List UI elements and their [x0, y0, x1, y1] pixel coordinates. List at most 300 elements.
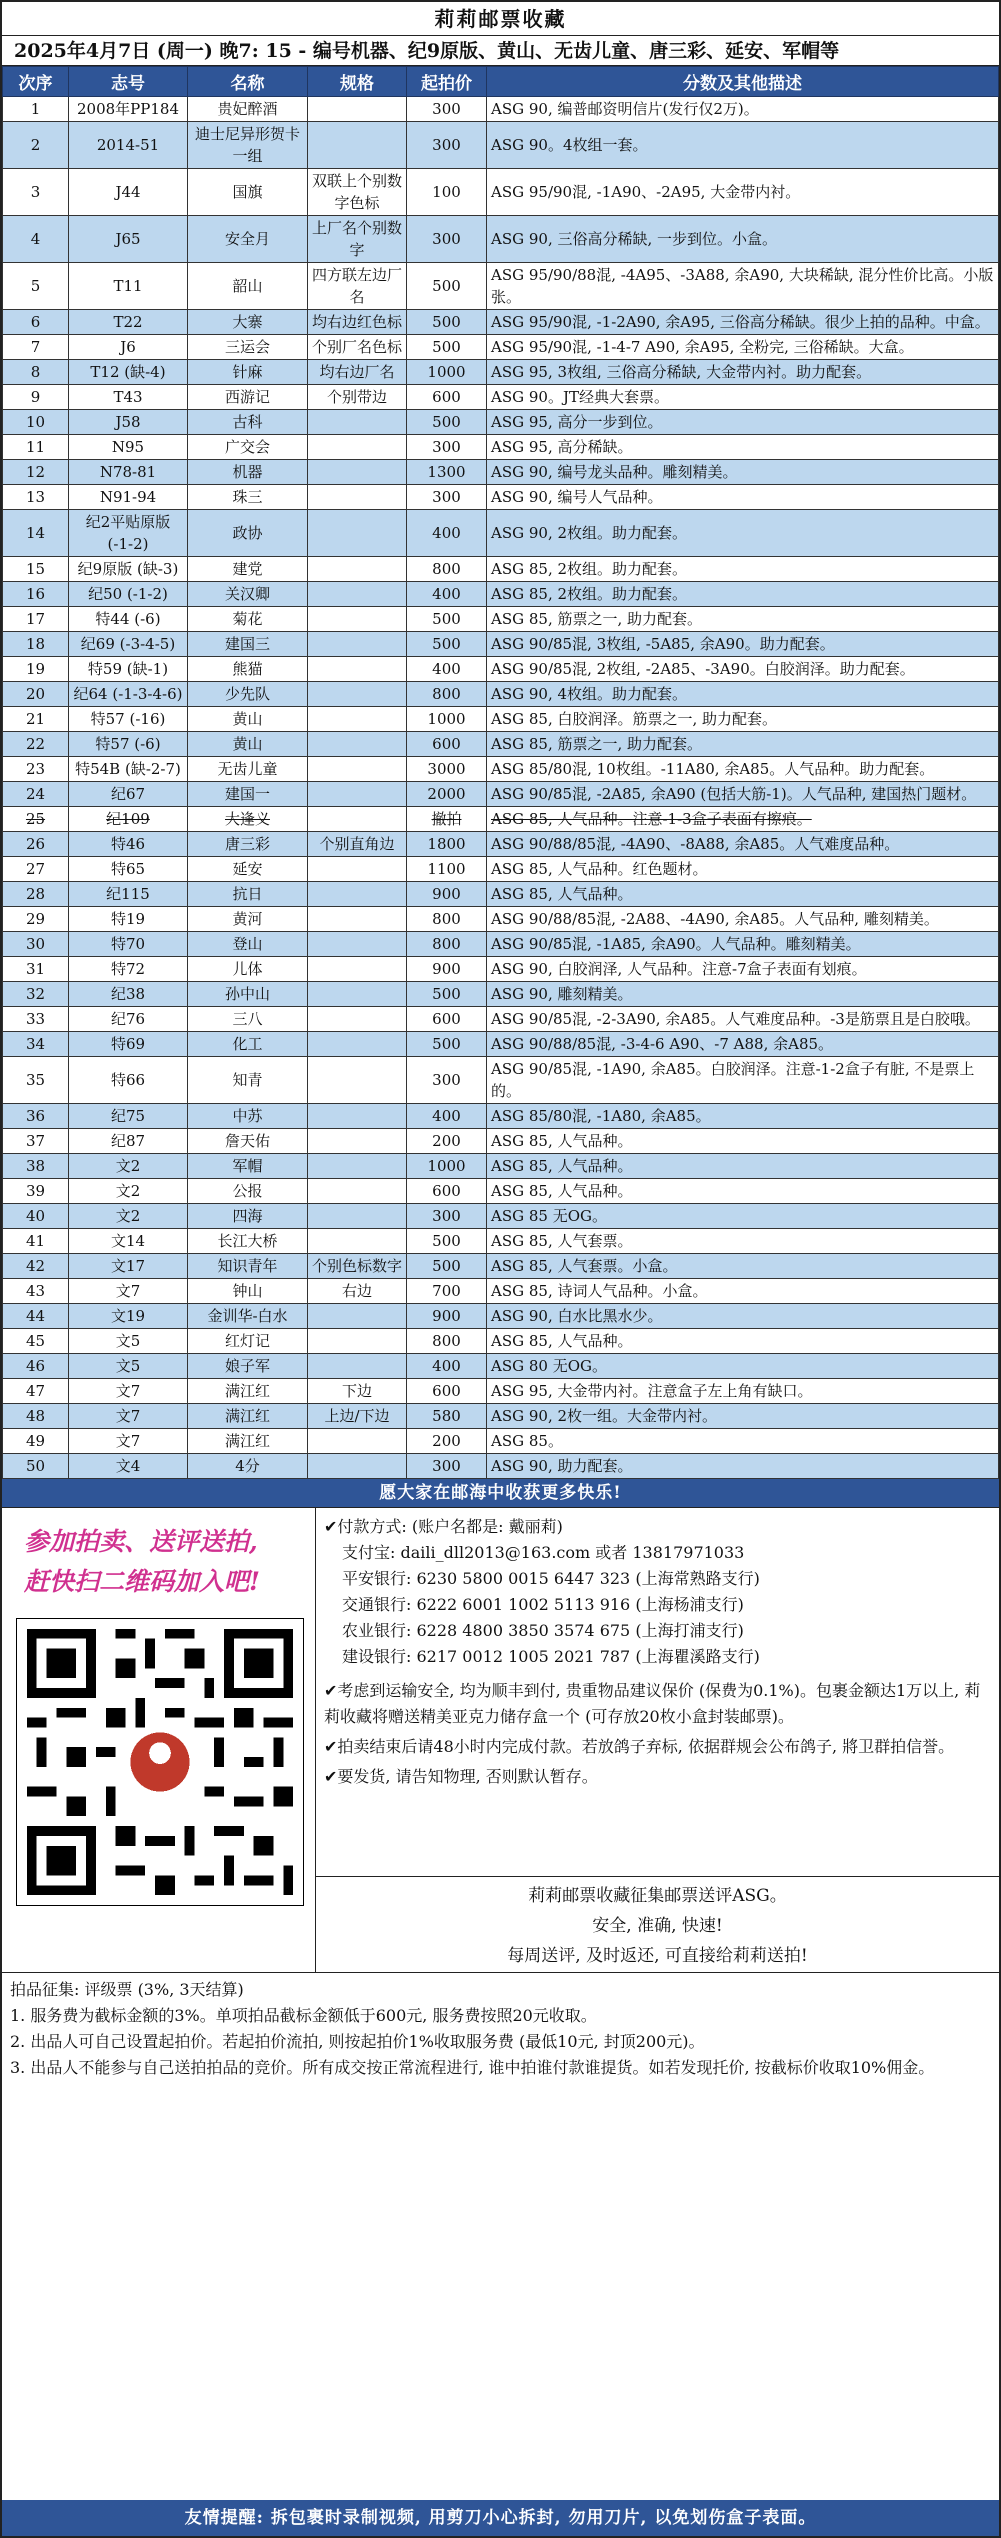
lot-number: 1 [3, 97, 69, 122]
lot-start-price: 500 [407, 263, 487, 310]
header-no: 次序 [3, 67, 69, 97]
lot-start-price: 撤拍 [407, 807, 487, 832]
lot-number: 6 [3, 310, 69, 335]
lot-code: 纪115 [69, 882, 188, 907]
lot-spec [308, 1179, 407, 1204]
lot-code: 文5 [69, 1354, 188, 1379]
lot-number: 10 [3, 410, 69, 435]
lot-description: ASG 90。JT经典大套票。 [487, 385, 999, 410]
lot-spec [308, 807, 407, 832]
lot-code: 文2 [69, 1154, 188, 1179]
lot-name: 娘子军 [188, 1354, 308, 1379]
table-row [3, 807, 999, 832]
lot-code: J65 [69, 216, 188, 263]
lot-code: 纪76 [69, 1007, 188, 1032]
lot-code: 特70 [69, 932, 188, 957]
lot-start-price: 400 [407, 1104, 487, 1129]
lot-name: 登山 [188, 932, 308, 957]
lot-code: 文17 [69, 1254, 188, 1279]
lot-name: 建党 [188, 557, 308, 582]
lot-description: ASG 90, 2枚组。助力配套。 [487, 510, 999, 557]
lot-number: 45 [3, 1329, 69, 1354]
lot-number: 8 [3, 360, 69, 385]
page-title: 莉莉邮票收藏 [2, 2, 999, 36]
lot-code: 纪109 [69, 807, 188, 832]
lot-spec [308, 485, 407, 510]
lot-code: 文7 [69, 1404, 188, 1429]
lot-spec [308, 1429, 407, 1454]
lot-number: 47 [3, 1379, 69, 1404]
lot-start-price: 300 [407, 97, 487, 122]
header-desc: 分数及其他描述 [487, 67, 999, 97]
lot-spec [308, 435, 407, 460]
lot-spec [308, 1329, 407, 1354]
lot-spec [308, 857, 407, 882]
lot-name: 黄山 [188, 707, 308, 732]
table-row [3, 169, 999, 216]
lot-name: 少先队 [188, 682, 308, 707]
lot-number: 28 [3, 882, 69, 907]
lot-number: 49 [3, 1429, 69, 1454]
lot-spec [308, 1129, 407, 1154]
lot-code: 特54B (缺-2-7) [69, 757, 188, 782]
lot-code: 文7 [69, 1279, 188, 1304]
lot-code: 文2 [69, 1179, 188, 1204]
lot-description: ASG 85, 人气品种。 [487, 882, 999, 907]
lot-name: 菊花 [188, 607, 308, 632]
lot-number: 32 [3, 982, 69, 1007]
lot-spec [308, 1007, 407, 1032]
info-section [2, 1507, 999, 1973]
lot-number: 19 [3, 657, 69, 682]
lot-number: 40 [3, 1204, 69, 1229]
lot-code: 纪38 [69, 982, 188, 1007]
lot-spec [308, 632, 407, 657]
lot-description: ASG 85, 人气品种。 [487, 1129, 999, 1154]
lot-start-price: 500 [407, 1254, 487, 1279]
lot-spec [308, 510, 407, 557]
lot-start-price: 1100 [407, 857, 487, 882]
lot-start-price: 100 [407, 169, 487, 216]
lot-name: 大寨 [188, 310, 308, 335]
table-row [3, 1304, 999, 1329]
lot-spec [308, 460, 407, 485]
lot-code: 2014-51 [69, 122, 188, 169]
lot-name: 中苏 [188, 1104, 308, 1129]
lot-code: 特46 [69, 832, 188, 857]
lot-description: ASG 90/85混, -1A85, 余A90。人气品种。雕刻精美。 [487, 932, 999, 957]
payment-title: ✔付款方式: (账户名都是: 戴丽莉) [324, 1517, 563, 1536]
lot-code: J44 [69, 169, 188, 216]
lot-name: 安全月 [188, 216, 308, 263]
lot-code: 纪75 [69, 1104, 188, 1129]
table-row [3, 1454, 999, 1479]
lot-description: ASG 95/90混, -1-4-7 A90, 余A95, 全粉完, 三俗稀缺。大盒。 [487, 335, 999, 360]
lot-name: 黄山 [188, 732, 308, 757]
table-header-row [3, 67, 999, 97]
header-code: 志号 [69, 67, 188, 97]
lot-number: 11 [3, 435, 69, 460]
lot-number: 21 [3, 707, 69, 732]
lot-number: 14 [3, 510, 69, 557]
promo-line-2: 赶快扫二维码加入吧! [24, 1567, 260, 1596]
lot-description: ASG 85, 筋票之一, 助力配套。 [487, 732, 999, 757]
lot-start-price: 300 [407, 485, 487, 510]
table-row [3, 1129, 999, 1154]
lot-spec [308, 657, 407, 682]
lot-number: 48 [3, 1404, 69, 1429]
footer-reminder: 友情提醒: 拆包裹时录制视频, 用剪刀小心拆封, 勿用刀片, 以免划伤盒子表面。 [2, 2500, 999, 2536]
lot-start-price: 400 [407, 1354, 487, 1379]
lot-name: 韶山 [188, 263, 308, 310]
shipping-notes [316, 1670, 999, 1794]
table-row [3, 216, 999, 263]
lot-description: ASG 90, 白水比黑水少。 [487, 1304, 999, 1329]
lot-name: 熊猫 [188, 657, 308, 682]
lot-description: ASG 80 无OG。 [487, 1354, 999, 1379]
lot-name: 黄河 [188, 907, 308, 932]
lot-number: 9 [3, 385, 69, 410]
lot-description: ASG 95, 高分一步到位。 [487, 410, 999, 435]
lot-number: 33 [3, 1007, 69, 1032]
table-row [3, 1154, 999, 1179]
lot-start-price: 800 [407, 557, 487, 582]
lot-name: 机器 [188, 460, 308, 485]
lot-name: 化工 [188, 1032, 308, 1057]
lot-start-price: 700 [407, 1279, 487, 1304]
lot-number: 50 [3, 1454, 69, 1479]
lot-number: 43 [3, 1279, 69, 1304]
lot-description: ASG 95, 大金带内衬。注意盒子左上角有缺口。 [487, 1379, 999, 1404]
lot-description: ASG 90/85混, -2A85, 余A90 (包括大筋-1)。人气品种, 建国热门题材。 [487, 782, 999, 807]
lot-description: ASG 90。4枚组一套。 [487, 122, 999, 169]
lot-name: 钟山 [188, 1279, 308, 1304]
lot-start-price: 3000 [407, 757, 487, 782]
lot-code: N78-81 [69, 460, 188, 485]
lot-code: 文5 [69, 1329, 188, 1354]
lot-description: ASG 90, 编普邮资明信片(发行仅2万)。 [487, 97, 999, 122]
lot-code: 特44 (-6) [69, 607, 188, 632]
lot-spec [308, 957, 407, 982]
header-name: 名称 [188, 67, 308, 97]
lot-start-price: 1000 [407, 707, 487, 732]
lot-spec [308, 410, 407, 435]
lot-start-price: 300 [407, 216, 487, 263]
lot-number: 35 [3, 1057, 69, 1104]
lot-spec [308, 682, 407, 707]
lot-spec: 下边 [308, 1379, 407, 1404]
lot-name: 满江红 [188, 1379, 308, 1404]
lot-name: 4分 [188, 1454, 308, 1479]
lot-code: 文7 [69, 1379, 188, 1404]
lot-spec [308, 1057, 407, 1104]
lot-spec [308, 557, 407, 582]
lot-code: T22 [69, 310, 188, 335]
lot-spec [308, 122, 407, 169]
lots-body [3, 97, 999, 1479]
lot-description: ASG 90, 4枚组。助力配套。 [487, 682, 999, 707]
lot-name: 古科 [188, 410, 308, 435]
lot-name: 军帽 [188, 1154, 308, 1179]
table-row [3, 732, 999, 757]
lot-code: 纪50 (-1-2) [69, 582, 188, 607]
lot-start-price: 400 [407, 657, 487, 682]
lot-number: 23 [3, 757, 69, 782]
lot-name: 满江红 [188, 1429, 308, 1454]
lot-name: 延安 [188, 857, 308, 882]
lot-number: 15 [3, 557, 69, 582]
lot-start-price: 1300 [407, 460, 487, 485]
lot-start-price: 1000 [407, 1154, 487, 1179]
lot-description: ASG 90, 编号人气品种。 [487, 485, 999, 510]
lot-spec [308, 97, 407, 122]
lot-code: 特19 [69, 907, 188, 932]
lot-number: 17 [3, 607, 69, 632]
lot-code: 文7 [69, 1429, 188, 1454]
lot-number: 13 [3, 485, 69, 510]
lot-start-price: 600 [407, 1379, 487, 1404]
lot-spec [308, 1304, 407, 1329]
alipay-account: 支付宝: daili_dll2013@163.com 或者 13817971033 [342, 1543, 745, 1562]
table-row [3, 957, 999, 982]
lot-spec: 个别厂名色标 [308, 335, 407, 360]
lot-description: ASG 90, 三俗高分稀缺, 一步到位。小盒。 [487, 216, 999, 263]
lot-spec: 四方联左边厂名 [308, 263, 407, 310]
table-row [3, 1254, 999, 1279]
consignment-rules [2, 1973, 999, 2081]
lot-code: N95 [69, 435, 188, 460]
lot-start-price: 300 [407, 122, 487, 169]
sendbox-line-2: 安全, 准确, 快速! [592, 1916, 723, 1936]
table-row [3, 1354, 999, 1379]
lot-number: 25 [3, 807, 69, 832]
bank-account: 平安银行: 6230 5800 0015 6447 323 (上海常熟路支行) [342, 1569, 760, 1588]
lot-start-price: 600 [407, 732, 487, 757]
lot-number: 38 [3, 1154, 69, 1179]
lot-start-price: 900 [407, 957, 487, 982]
lot-name: 三运会 [188, 335, 308, 360]
lot-description: ASG 85, 人气套票。 [487, 1229, 999, 1254]
lot-number: 16 [3, 582, 69, 607]
lot-name: 广交会 [188, 435, 308, 460]
lot-description: ASG 85, 人气品种。 [487, 1329, 999, 1354]
table-row [3, 657, 999, 682]
table-row [3, 832, 999, 857]
lot-start-price: 600 [407, 385, 487, 410]
lot-start-price: 800 [407, 682, 487, 707]
lot-start-price: 500 [407, 982, 487, 1007]
lot-name: 三八 [188, 1007, 308, 1032]
lot-description: ASG 85, 人气套票。小盒。 [487, 1254, 999, 1279]
lot-code: 纪64 (-1-3-4-6) [69, 682, 188, 707]
lot-description: ASG 85, 2枚组。助力配套。 [487, 582, 999, 607]
lot-description: ASG 85 无OG。 [487, 1204, 999, 1229]
lot-name: 满江红 [188, 1404, 308, 1429]
lot-spec: 均右边厂名 [308, 360, 407, 385]
lot-description: ASG 85, 人气品种。 [487, 1154, 999, 1179]
lot-name: 大逢义 [188, 807, 308, 832]
lot-name: 建国三 [188, 632, 308, 657]
lot-name: 政协 [188, 510, 308, 557]
lot-spec [308, 707, 407, 732]
promo-line-1: 参加拍卖、送评送拍, [24, 1527, 258, 1556]
page-subtitle: 2025年4月7日 (周一) 晚7: 15 - 编号机器、纪9原版、黄山、无齿儿童、唐三彩、延安、军帽等 [2, 36, 999, 66]
lot-number: 36 [3, 1104, 69, 1129]
lot-description: ASG 90/85混, -2-3A90, 余A85。人气难度品种。-3是筋票且是白胶哦。 [487, 1007, 999, 1032]
lot-start-price: 200 [407, 1429, 487, 1454]
lot-spec: 上厂名个别数字 [308, 216, 407, 263]
lot-spec [308, 882, 407, 907]
lot-code: 特69 [69, 1032, 188, 1057]
lot-start-price: 600 [407, 1007, 487, 1032]
lot-description: ASG 95/90混, -1A90、-2A95, 大金带内衬。 [487, 169, 999, 216]
lot-number: 18 [3, 632, 69, 657]
lot-code: 文14 [69, 1229, 188, 1254]
lot-code: 特57 (-6) [69, 732, 188, 757]
table-row [3, 682, 999, 707]
lot-name: 金训华-白水 [188, 1304, 308, 1329]
lot-name: 针麻 [188, 360, 308, 385]
lot-spec [308, 1104, 407, 1129]
lots-table [2, 66, 999, 1479]
lot-spec [308, 1154, 407, 1179]
grading-service-box [316, 1876, 999, 1972]
lot-description: ASG 90/85混, 3枚组, -5A85, 余A90。助力配套。 [487, 632, 999, 657]
lot-description: ASG 90/88/85混, -3-4-6 A90、-7 A88, 余A85。 [487, 1032, 999, 1057]
slogan-banner: 愿大家在邮海中收获更多快乐! [2, 1479, 999, 1507]
lot-name: 长江大桥 [188, 1229, 308, 1254]
payment-info [316, 1508, 999, 1670]
lot-spec [308, 782, 407, 807]
table-row [3, 857, 999, 882]
table-row [3, 582, 999, 607]
table-row [3, 757, 999, 782]
lot-start-price: 300 [407, 435, 487, 460]
lot-description: ASG 90, 白胶润泽, 人气品种。注意-7盒子表面有划痕。 [487, 957, 999, 982]
table-row [3, 485, 999, 510]
table-row [3, 263, 999, 310]
rules-title: 拍品征集: 评级票 (3%, 3天结算) [10, 1980, 244, 1999]
lot-number: 37 [3, 1129, 69, 1154]
lot-spec: 个别直角边 [308, 832, 407, 857]
lot-name: 抗日 [188, 882, 308, 907]
payment-panel [316, 1508, 999, 1972]
table-row [3, 1104, 999, 1129]
lot-code: 纪2平贴原版(-1-2) [69, 510, 188, 557]
lot-start-price: 800 [407, 907, 487, 932]
header-price: 起拍价 [407, 67, 487, 97]
lot-spec [308, 907, 407, 932]
table-row [3, 1032, 999, 1057]
lot-number: 7 [3, 335, 69, 360]
lot-number: 27 [3, 857, 69, 882]
table-row [3, 707, 999, 732]
table-row [3, 882, 999, 907]
lot-number: 42 [3, 1254, 69, 1279]
lot-start-price: 1000 [407, 360, 487, 385]
lot-spec [308, 932, 407, 957]
bank-account: 农业银行: 6228 4800 3850 3574 675 (上海打浦支行) [342, 1621, 744, 1640]
rule-item: 1. 服务费为截标金额的3%。单项拍品截标金额低于600元, 服务费按照20元收取。 [10, 2006, 597, 2025]
lot-number: 3 [3, 169, 69, 216]
lot-start-price: 400 [407, 582, 487, 607]
lot-start-price: 500 [407, 410, 487, 435]
lot-spec [308, 1229, 407, 1254]
rule-item: 2. 出品人可自己设置起拍价。若起拍价流拍, 则按起拍价1%收取服务费 (最低10元, 封顶200元)。 [10, 2032, 705, 2051]
lot-start-price: 400 [407, 510, 487, 557]
table-row [3, 782, 999, 807]
lot-name: 孙中山 [188, 982, 308, 1007]
lot-description: ASG 90, 2枚一组。大金带内衬。 [487, 1404, 999, 1429]
lot-name: 詹天佑 [188, 1129, 308, 1154]
table-row [3, 1429, 999, 1454]
lot-description: ASG 95/90/88混, -4A95、-3A88, 余A90, 大块稀缺, 混分性价比高。小版张。 [487, 263, 999, 310]
lot-name: 知识青年 [188, 1254, 308, 1279]
lot-description: ASG 85。 [487, 1429, 999, 1454]
lot-start-price: 300 [407, 1057, 487, 1104]
lot-spec [308, 1204, 407, 1229]
lot-name: 儿体 [188, 957, 308, 982]
lot-start-price: 500 [407, 607, 487, 632]
lot-spec [308, 757, 407, 782]
lot-name: 国旗 [188, 169, 308, 216]
lot-code: J6 [69, 335, 188, 360]
lot-code: 文2 [69, 1204, 188, 1229]
lot-code: 纪87 [69, 1129, 188, 1154]
lot-code: 特66 [69, 1057, 188, 1104]
lot-description: ASG 90, 编号龙头品种。雕刻精美。 [487, 460, 999, 485]
table-row [3, 932, 999, 957]
table-row [3, 1204, 999, 1229]
lot-spec [308, 1032, 407, 1057]
table-row [3, 982, 999, 1007]
lot-description: ASG 90/88/85混, -2A88、-4A90, 余A85。人气品种, 雕刻精美。 [487, 907, 999, 932]
lot-code: T43 [69, 385, 188, 410]
lot-name: 关汉卿 [188, 582, 308, 607]
header-spec: 规格 [308, 67, 407, 97]
lot-code: 纪69 (-3-4-5) [69, 632, 188, 657]
lot-number: 46 [3, 1354, 69, 1379]
table-row [3, 632, 999, 657]
lot-description: ASG 85/80混, -1A80, 余A85。 [487, 1104, 999, 1129]
lot-number: 29 [3, 907, 69, 932]
lot-spec [308, 1454, 407, 1479]
table-row [3, 1057, 999, 1104]
table-row [3, 1404, 999, 1429]
lot-start-price: 500 [407, 1032, 487, 1057]
table-row [3, 557, 999, 582]
lot-description: ASG 85, 白胶润泽。筋票之一, 助力配套。 [487, 707, 999, 732]
table-row [3, 607, 999, 632]
lot-name: 知青 [188, 1057, 308, 1104]
lot-name: 建国一 [188, 782, 308, 807]
table-row [3, 310, 999, 335]
lot-description: ASG 95, 高分稀缺。 [487, 435, 999, 460]
lot-number: 24 [3, 782, 69, 807]
lot-name: 珠三 [188, 485, 308, 510]
lot-number: 20 [3, 682, 69, 707]
lot-code: J58 [69, 410, 188, 435]
lot-start-price: 900 [407, 882, 487, 907]
table-row [3, 1279, 999, 1304]
lot-code: 2008年PP184 [69, 97, 188, 122]
lot-start-price: 500 [407, 335, 487, 360]
table-row [3, 907, 999, 932]
qr-panel [2, 1508, 316, 1972]
lot-start-price: 500 [407, 1229, 487, 1254]
lot-spec [308, 582, 407, 607]
qr-code-icon[interactable] [16, 1618, 304, 1906]
